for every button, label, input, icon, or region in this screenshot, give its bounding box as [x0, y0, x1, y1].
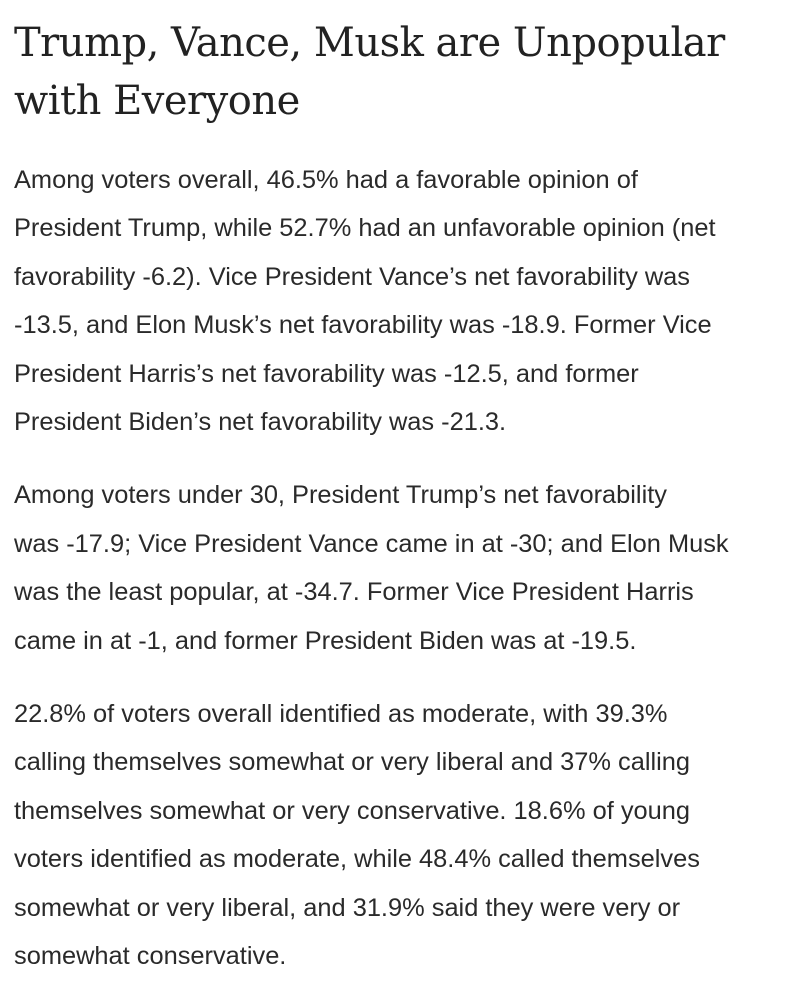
paragraph-line: -13.5, and Elon Musk’s net favorability was -18.9. Former Vice [14, 311, 712, 340]
paragraph-line: themselves somewhat or very conservative. 18.6% of young [14, 796, 691, 825]
title-line: Trump, Vance, Musk are Unpopular [14, 20, 725, 66]
paragraph-line: President Trump, while 52.7% had an unfavorable opinion (net [14, 214, 716, 243]
paragraph-line: was the least popular, at -34.7. Former Vice President Harris [14, 578, 694, 607]
paragraph-line: came in at -1, and former President Biden was at -19.5. [14, 626, 637, 655]
paragraph-overall-favorability [14, 156, 794, 446]
paragraph-young-voters [14, 471, 794, 665]
paragraph-line: calling themselves somewhat or very liberal and 37% calling [14, 748, 691, 777]
paragraph-line: Among voters overall, 46.5% had a favorable opinion of [14, 166, 638, 194]
paragraph-ideology [14, 690, 794, 980]
paragraph-line: was -17.9; Vice President Vance came in at -30; and Elon Musk [14, 529, 729, 558]
article [14, 14, 794, 1006]
paragraph-line: Among voters under 30, President Trump’s net favorability [14, 481, 667, 510]
paragraph-line: President Harris’s net favorability was -12.5, and former [14, 359, 639, 388]
title-line: with Everyone [14, 78, 300, 124]
paragraph-line: President Biden’s net favorability was -21.3. [14, 408, 507, 437]
paragraph-line: voters identified as moderate, while 48.4% called themselves [14, 845, 700, 874]
paragraph-line: favorability -6.2). Vice President Vance’s net favorability was [14, 262, 690, 291]
paragraph-line: somewhat conservative. [14, 942, 287, 971]
paragraph-line: 22.8% of voters overall identified as moderate, with 39.3% [14, 700, 668, 729]
paragraph-line: somewhat or very liberal, and 31.9% said they were very or [14, 893, 681, 922]
article-title [14, 14, 794, 130]
